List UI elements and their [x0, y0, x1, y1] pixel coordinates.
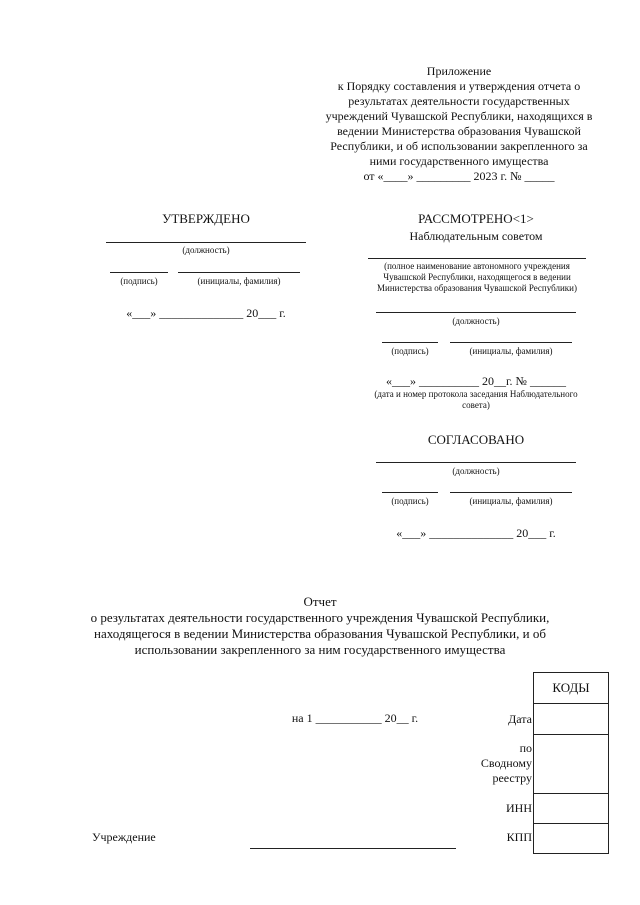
reviewed-date-line[interactable]: «___» __________ 20__г. № ______	[385, 374, 567, 388]
codes-registry-label	[481, 741, 532, 786]
code-cell-inn[interactable]	[534, 794, 609, 824]
reviewed-signature-line[interactable]	[382, 342, 438, 343]
reviewed-org-caption	[362, 261, 592, 294]
approved-name-caption: (инициалы, фамилия)	[197, 276, 281, 286]
report-subtitle-line: использовании закрепленного за ним государственного имущества	[134, 642, 506, 657]
caption-line: Министерства образования Чувашской Республики)	[377, 283, 577, 293]
approved-signature-line[interactable]	[110, 272, 168, 273]
caption-line: (полное наименование автономного учреждения	[384, 261, 570, 271]
caption-line: совета)	[462, 400, 490, 410]
reviewed-date-caption	[356, 389, 596, 411]
report-title: Отчет	[303, 594, 337, 609]
agreed-date-line[interactable]: «___» ______________ 20___ г.	[396, 526, 556, 540]
reviewed-subtitle: Наблюдательным советом	[409, 229, 543, 243]
agreed-title: СОГЛАСОВАНО	[427, 432, 525, 447]
reviewed-name-caption: (инициалы, фамилия)	[469, 346, 553, 356]
reviewed-signature-caption: (подпись)	[391, 346, 429, 356]
report-as-of-date[interactable]: на 1 ___________ 20__ г.	[291, 711, 419, 725]
approved-date-line[interactable]: «___» ______________ 20___ г.	[126, 306, 286, 320]
appendix-line: от «____» _________ 2023 г. № _____	[363, 169, 555, 183]
appendix-line: Республики, и об использовании закрепленного за	[330, 139, 588, 153]
appendix-line: Приложение	[426, 64, 492, 78]
institution-name-line[interactable]	[250, 848, 456, 849]
reviewed-position-caption: (должность)	[452, 316, 500, 326]
code-cell-registry[interactable]	[534, 735, 609, 794]
codes-table	[533, 672, 609, 854]
agreed-signature-line[interactable]	[382, 492, 438, 493]
agreed-name-caption: (инициалы, фамилия)	[469, 496, 553, 506]
approved-position-line[interactable]	[106, 242, 306, 243]
codes-date-label: Дата	[508, 712, 532, 726]
reviewed-title: РАССМОТРЕНО<1>	[418, 211, 534, 226]
codes-header: КОДЫ	[534, 673, 609, 704]
agreed-signature-caption: (подпись)	[391, 496, 429, 506]
codes-inn-label: ИНН	[506, 801, 532, 815]
appendix-header	[300, 64, 618, 184]
code-cell-date[interactable]	[534, 704, 609, 735]
agreed-position-line[interactable]	[376, 462, 576, 463]
approved-signature-caption: (подпись)	[120, 276, 158, 286]
caption-line: (дата и номер протокола заседания Наблюдательного	[374, 389, 578, 399]
code-cell-kpp[interactable]	[534, 824, 609, 854]
label-line: реестру	[492, 771, 532, 785]
agreed-position-caption: (должность)	[452, 466, 500, 476]
appendix-line: к Порядку составления и утверждения отчета о	[337, 79, 581, 93]
appendix-line: ведении Министерства образования Чувашской	[337, 124, 581, 138]
codes-kpp-label: КПП	[506, 830, 532, 844]
appendix-line: учреждений Чувашской Республики, находящихся в	[325, 109, 593, 123]
approved-title: УТВЕРЖДЕНО	[162, 211, 250, 226]
caption-line: Чувашской Республики, находящегося в ведении	[383, 272, 571, 282]
agreed-name-line[interactable]	[450, 492, 572, 493]
report-subtitle-line: находящегося в ведении Министерства образования Чувашской Республики, и об	[94, 626, 546, 641]
reviewed-name-line[interactable]	[450, 342, 572, 343]
approved-position-caption: (должность)	[182, 245, 230, 255]
label-line: Сводному	[480, 756, 532, 770]
reviewed-org-line[interactable]	[368, 258, 586, 259]
report-subtitle-line: о результатах деятельности государственного учреждения Чувашской Республики,	[90, 610, 550, 625]
approved-name-line[interactable]	[178, 272, 300, 273]
appendix-line: ними государственного имущества	[369, 154, 549, 168]
appendix-line: результатах деятельности государственных	[348, 94, 570, 108]
label-line: по	[519, 741, 532, 755]
institution-label: Учреждение	[92, 830, 156, 844]
reviewed-position-line[interactable]	[376, 312, 576, 313]
